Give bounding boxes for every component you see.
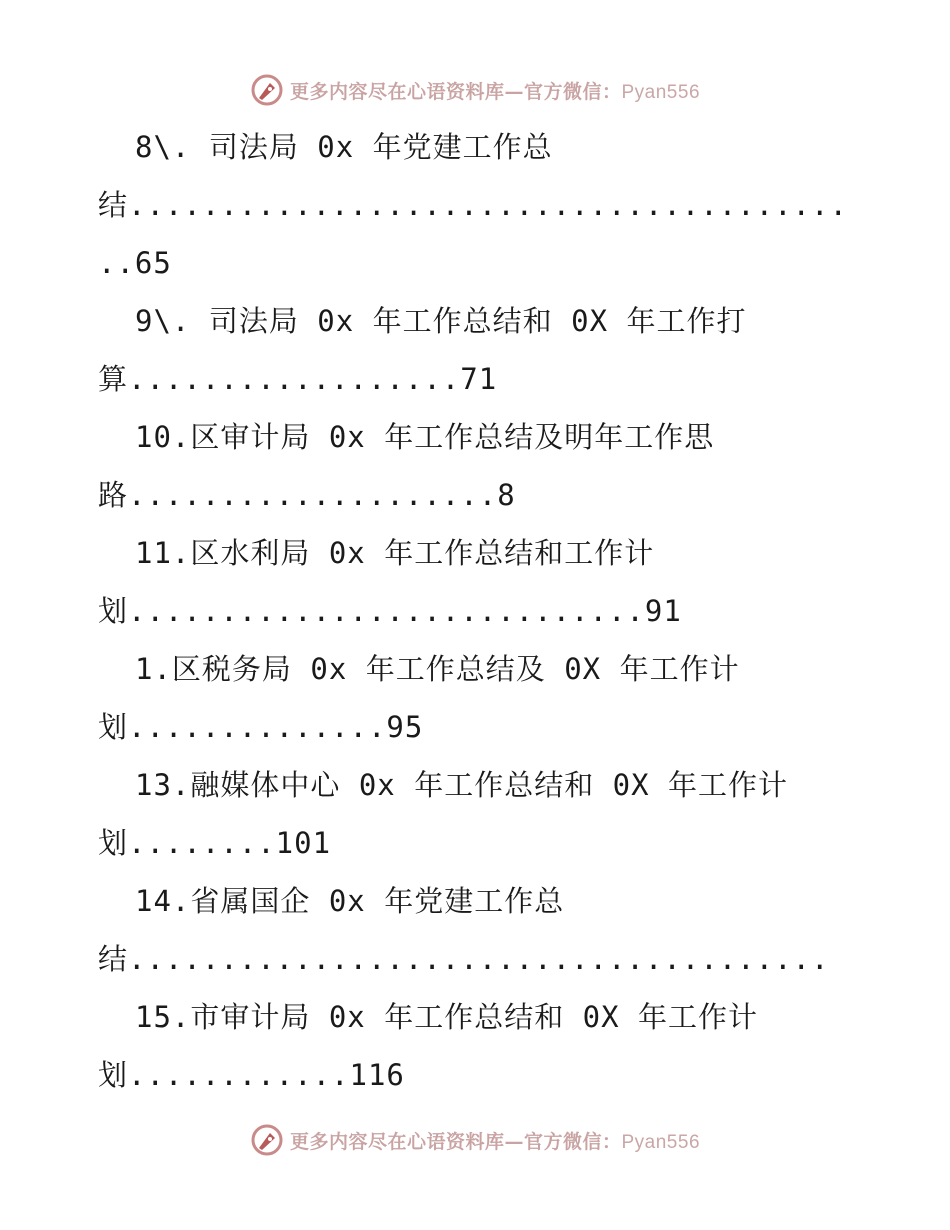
toc-entry-leader: 划........101 bbox=[98, 826, 332, 860]
watermark-text: 更多内容尽在心语资料库—官方微信：Pyan556 bbox=[289, 80, 701, 103]
toc-entry-title: 13.融媒体中心 0x 年工作总结和 0X 年工作计 bbox=[135, 768, 789, 802]
toc-entry-title: 15.市审计局 0x 年工作总结和 0X 年工作计 bbox=[135, 1000, 759, 1034]
toc-entry-leader: 结...................................... bbox=[98, 942, 830, 976]
toc-entry-leader: 结....................................... bbox=[98, 188, 848, 222]
toc-entry-leader: 路....................8 bbox=[98, 478, 516, 512]
toc-entry-leader: 划..............95 bbox=[98, 710, 424, 744]
toc-entry-title: 11.区水利局 0x 年工作总结和工作计 bbox=[135, 536, 655, 570]
toc-entry-title: 8\. 司法局 0x 年党建工作总 bbox=[135, 130, 553, 164]
toc-entry-title: 10.区审计局 0x 年工作总结及明年工作思 bbox=[135, 420, 715, 454]
watermark-header bbox=[0, 70, 950, 110]
toc-entry-title: 9\. 司法局 0x 年工作总结和 0X 年工作打 bbox=[135, 304, 747, 338]
pen-nib-circle-icon bbox=[250, 1123, 284, 1157]
pen-nib-circle-icon bbox=[250, 73, 284, 107]
toc-entry-leader: 划............116 bbox=[98, 1058, 405, 1092]
toc-entry-title: 1.区税务局 0x 年工作总结及 0X 年工作计 bbox=[135, 652, 740, 686]
toc-entry-title: 14.省属国企 0x 年党建工作总 bbox=[135, 884, 565, 918]
watermark-footer bbox=[0, 1120, 950, 1160]
watermark-text: 更多内容尽在心语资料库—官方微信：Pyan556 bbox=[289, 1130, 701, 1153]
toc-entry-leader: ..65 bbox=[98, 246, 172, 280]
toc-entry-leader: 算..................71 bbox=[98, 362, 498, 396]
toc-entry-leader: 划............................91 bbox=[98, 594, 682, 628]
